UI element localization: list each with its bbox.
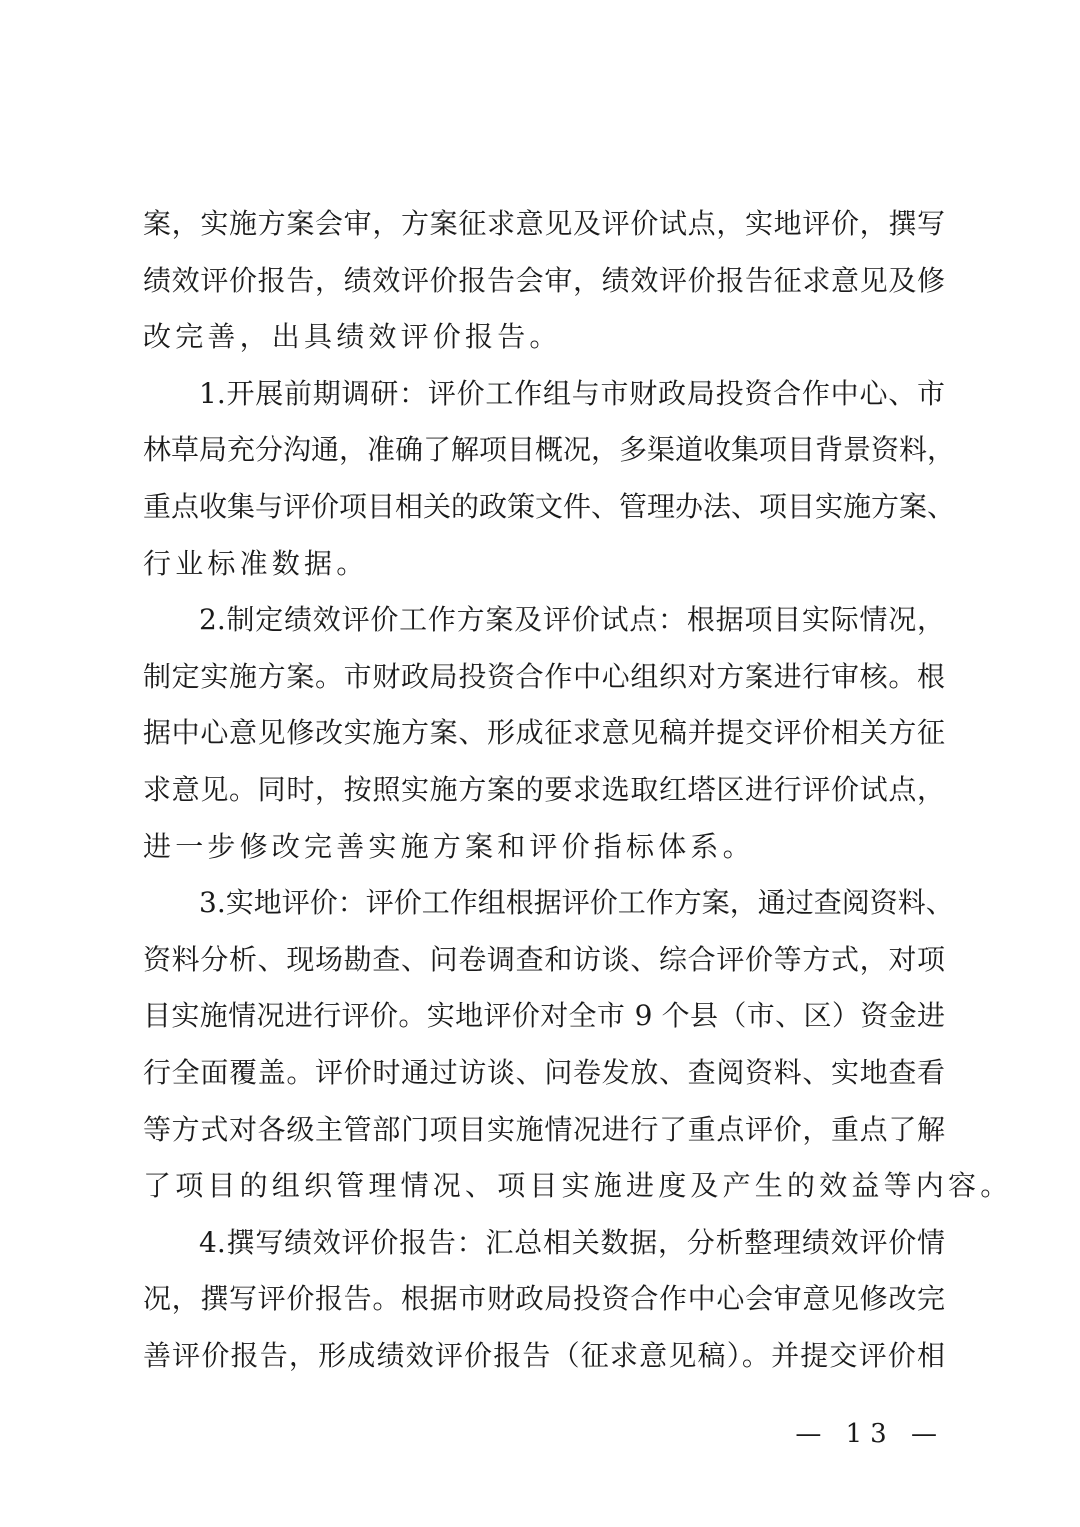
text-line: 进一步修改完善实施方案和评价指标体系。 [143,829,755,863]
text-line: 制定实施方案。市财政局投资合作中心组织对方案进行审核。根 [143,659,945,693]
text-line: 目实施情况进行评价。实地评价对全市 9 个县（市、区）资金进 [143,999,945,1033]
text-line: 案，实施方案会审，方案征求意见及评价试点，实地评价，撰写 [143,207,945,240]
text-line: 了项目的组织管理情况、项目实施进度及产生的效益等内容。 [143,1169,1013,1203]
text-line: 善评价报告，形成绩效评价报告（征求意见稿）。并提交评价相 [143,1338,945,1372]
text-line: 3.实地评价：评价工作组根据评价工作方案，通过查阅资料、 [199,886,954,920]
text-line: 据中心意见修改实施方案、形成征求意见稿并提交评价相关方征 [143,716,945,750]
text-line: 绩效评价报告，绩效评价报告会审，绩效评价报告征求意见及修 [143,263,945,297]
text-line: 求意见。同时，按照实施方案的要求选取红塔区进行评价试点， [143,772,945,806]
text-line: 改完善，出具绩效评价报告。 [143,320,562,354]
text-line: 2.制定绩效评价工作方案及评价试点：根据项目实际情况， [199,603,945,637]
text-line: 行全面覆盖。评价时通过访谈、问卷发放、查阅资料、实地查看 [143,1055,945,1089]
text-line: 4.撰写绩效评价报告：汇总相关数据，分析整理绩效评价情 [199,1225,945,1259]
text-line: 重点收集与评价项目相关的政策文件、管理办法、项目实施方案、 [143,489,956,523]
text-line: 资料分析、现场勘查、问卷调查和访谈、综合评价等方式，对项 [143,942,945,976]
page-number: — 13 — [795,1419,945,1449]
body-text [143,196,1013,1384]
text-line: 行业标准数据。 [143,546,369,580]
text-line: 等方式对各级主管部门项目实施情况进行了重点评价，重点了解 [143,1112,945,1146]
text-line: 林草局充分沟通，准确了解项目概况，多渠道收集项目背景资料， [143,433,956,467]
text-line: 况，撰写评价报告。根据市财政局投资合作中心会审意见修改完 [143,1282,945,1316]
text-line: 1.开展前期调研：评价工作组与市财政局投资合作中心、市 [199,376,945,410]
